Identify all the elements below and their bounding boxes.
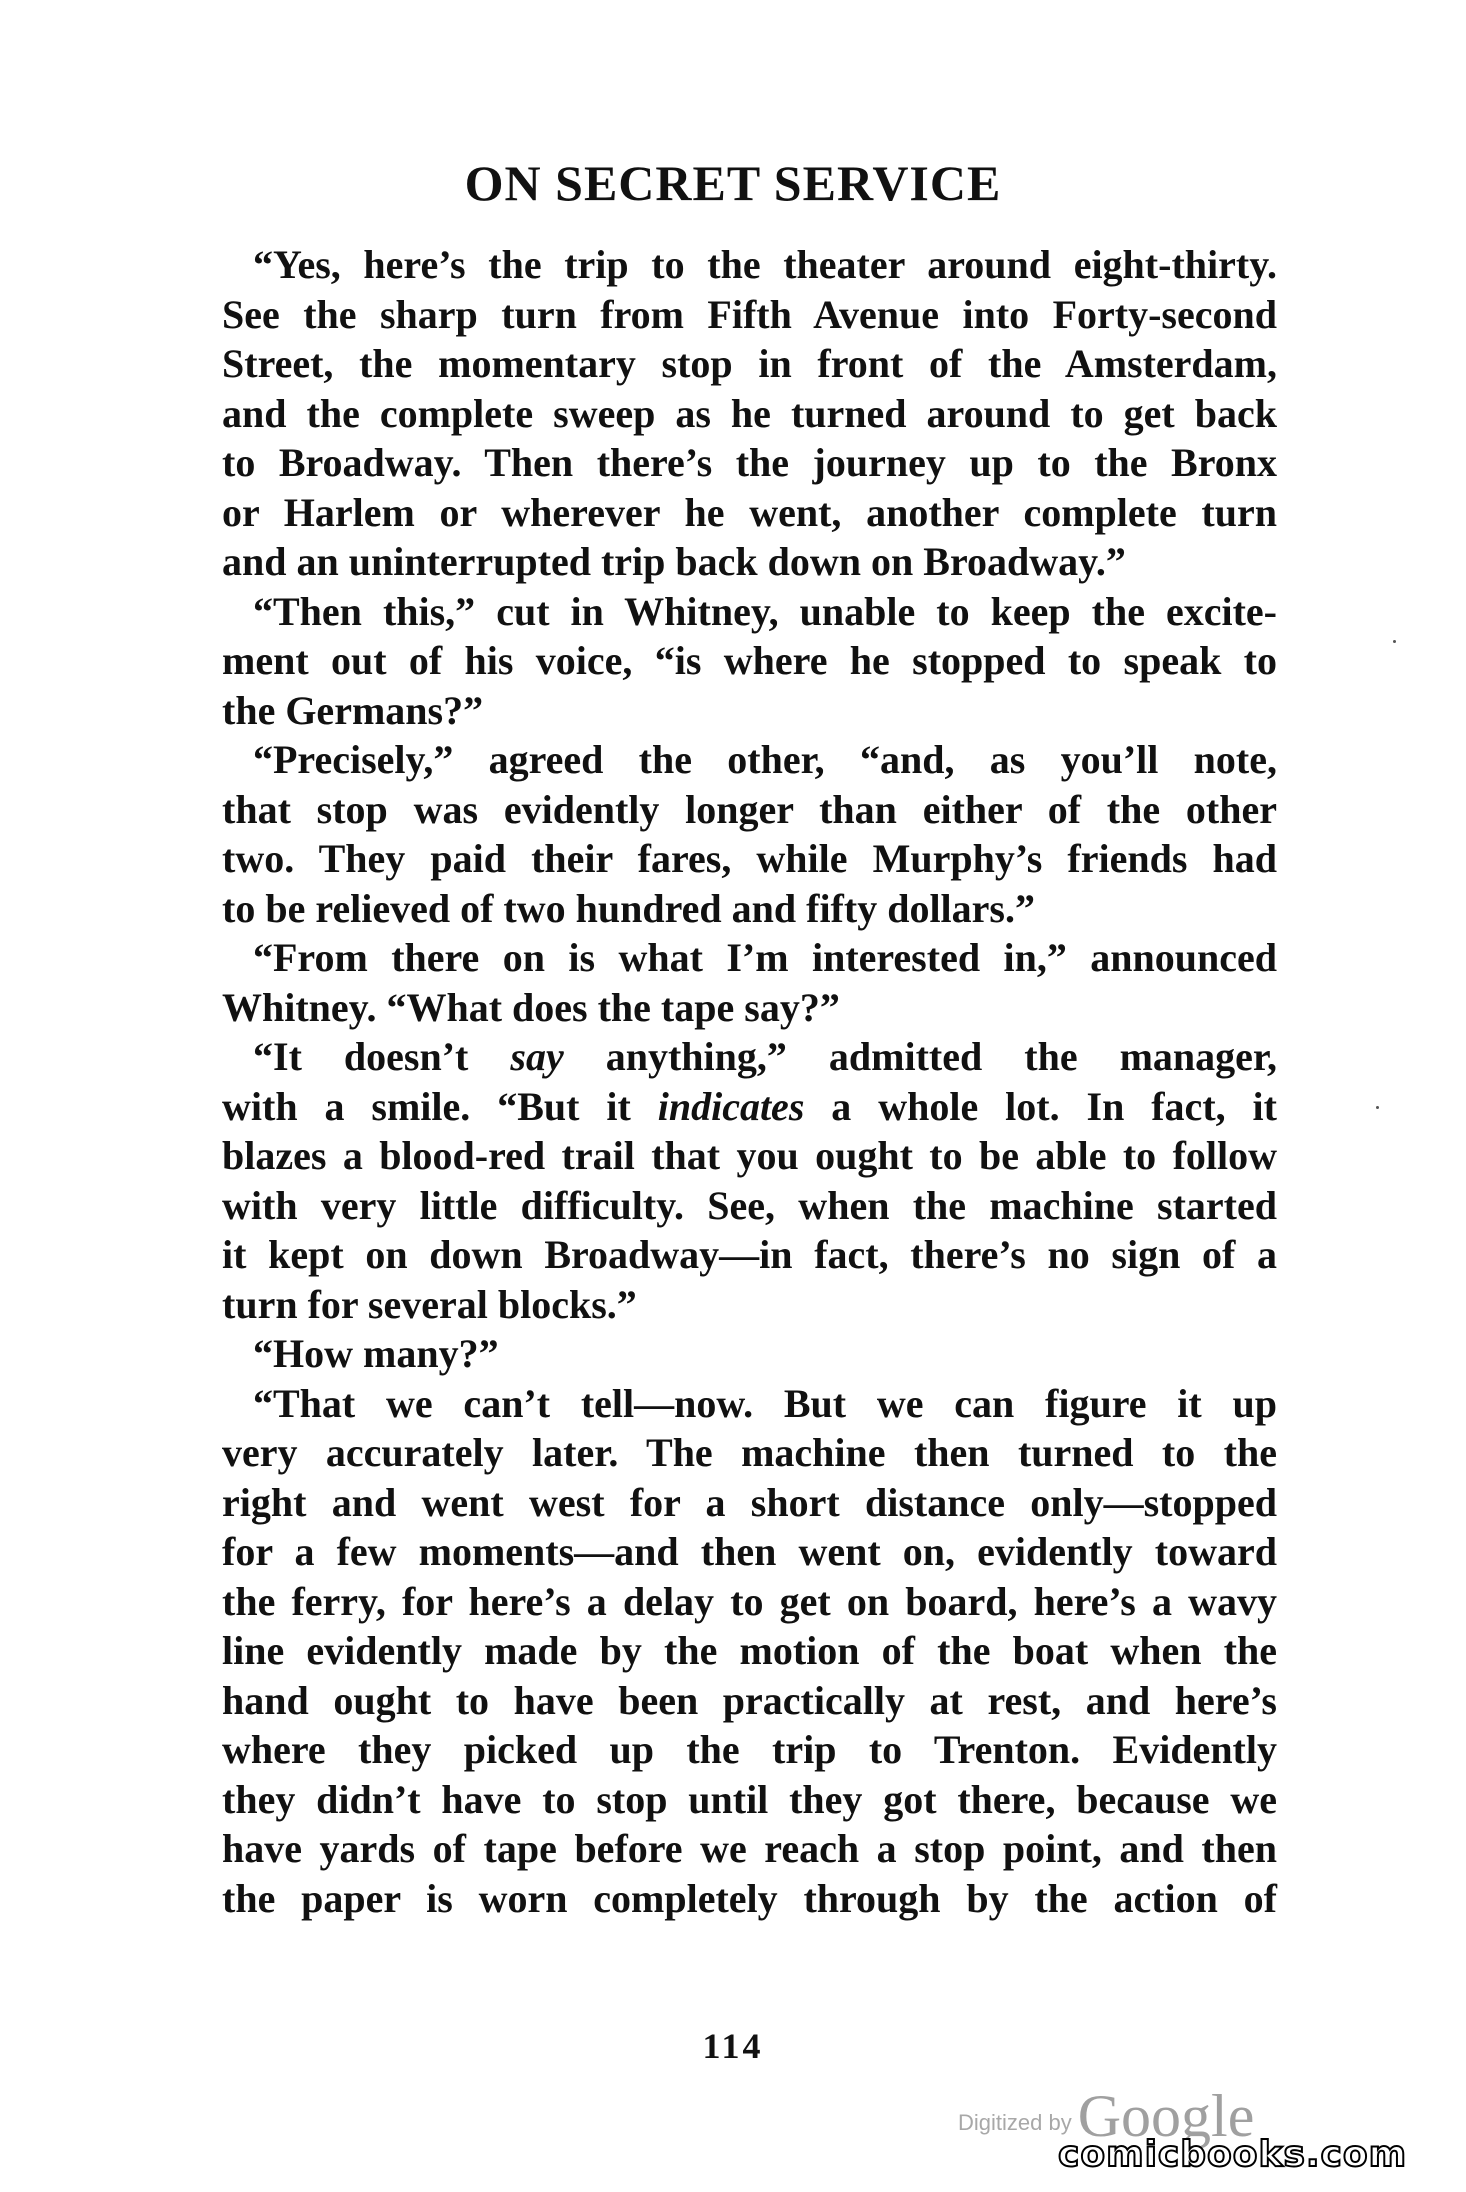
text-line: very accurately later. The machine then turned to the bbox=[222, 1430, 1277, 1475]
text-line: ment out of his voice, “is where he stopped to speak to bbox=[222, 638, 1277, 683]
text-line: and an uninterrupted trip back down on Broadway.” bbox=[222, 539, 1126, 584]
text-line: they didn’t have to stop until they got there, because we bbox=[222, 1776, 1277, 1822]
text-line: for a few moments—and then went on, evidently toward bbox=[222, 1529, 1277, 1574]
text-line: the ferry, for here’s a delay to get on board, here’s a wavy bbox=[222, 1578, 1277, 1624]
text-line: it kept on down Broadway—in fact, there’s no sign of a bbox=[222, 1232, 1277, 1277]
text-line: Whitney. “What does the tape say?” bbox=[222, 984, 840, 1030]
page-number: 114 bbox=[702, 2026, 764, 2066]
body-text bbox=[222, 240, 1277, 1923]
text-line: with a smile. “But it indicates a whole lot. In fact, it bbox=[222, 1083, 1277, 1129]
text-line: Street, the momentary stop in front of the Amsterdam, bbox=[222, 341, 1277, 386]
text-line: turn for several blocks.” bbox=[222, 1281, 637, 1327]
text-line: have yards of tape before we reach a stop point, and then bbox=[222, 1826, 1277, 1871]
scan-speck bbox=[1376, 1106, 1379, 1109]
text-line: hand ought to have been practically at rest, and here’s bbox=[222, 1677, 1277, 1723]
text-line: “Then this,” cut in Whitney, unable to keep the excite- bbox=[253, 588, 1277, 634]
text-line: to be relieved of two hundred and fifty dollars.” bbox=[222, 885, 1035, 931]
text-line: “That we can’t tell—now. But we can figure it up bbox=[253, 1380, 1277, 1426]
text-line: line evidently made by the motion of the boat when the bbox=[222, 1628, 1277, 1673]
text-line: with very little difficulty. See, when the machine started bbox=[222, 1182, 1277, 1228]
site-watermark: comicbooks.com bbox=[1058, 2134, 1408, 2175]
text-line: where they picked up the trip to Trenton. Evidently bbox=[222, 1727, 1277, 1772]
digitized-by-label: Digitized by bbox=[958, 2110, 1072, 2135]
text-line: “Precisely,” agreed the other, “and, as you’ll note, bbox=[253, 737, 1277, 782]
scan-speck bbox=[1393, 640, 1396, 643]
text-line: “Yes, here’s the trip to the theater around eight-thirty. bbox=[253, 242, 1277, 287]
text-line: “How many?” bbox=[253, 1331, 499, 1376]
text-line: that stop was evidently longer than either of the other bbox=[222, 786, 1277, 832]
running-head: ON SECRET SERVICE bbox=[464, 155, 1002, 211]
text-line: and the complete sweep as he turned around to get back bbox=[222, 390, 1277, 436]
text-line: or Harlem or wherever he went, another complete turn bbox=[222, 489, 1277, 535]
text-line: to Broadway. Then there’s the journey up to the Bronx bbox=[222, 440, 1277, 485]
text-line: “It doesn’t say anything,” admitted the manager, bbox=[253, 1034, 1278, 1079]
text-line: right and went west for a short distance only—stopped bbox=[222, 1479, 1277, 1525]
text-line: the paper is worn completely through by the action of bbox=[222, 1875, 1277, 1921]
google-logo: Google bbox=[1077, 2083, 1255, 2149]
text-line: “From there on is what I’m interested in,” announced bbox=[253, 935, 1277, 980]
text-line: See the sharp turn from Fifth Avenue into Forty-second bbox=[222, 291, 1277, 337]
text-line: the Germans?” bbox=[222, 687, 484, 733]
text-line: blazes a blood-red trail that you ought to be able to follow bbox=[222, 1133, 1277, 1178]
text-line: two. They paid their fares, while Murphy’s friends had bbox=[222, 836, 1277, 881]
